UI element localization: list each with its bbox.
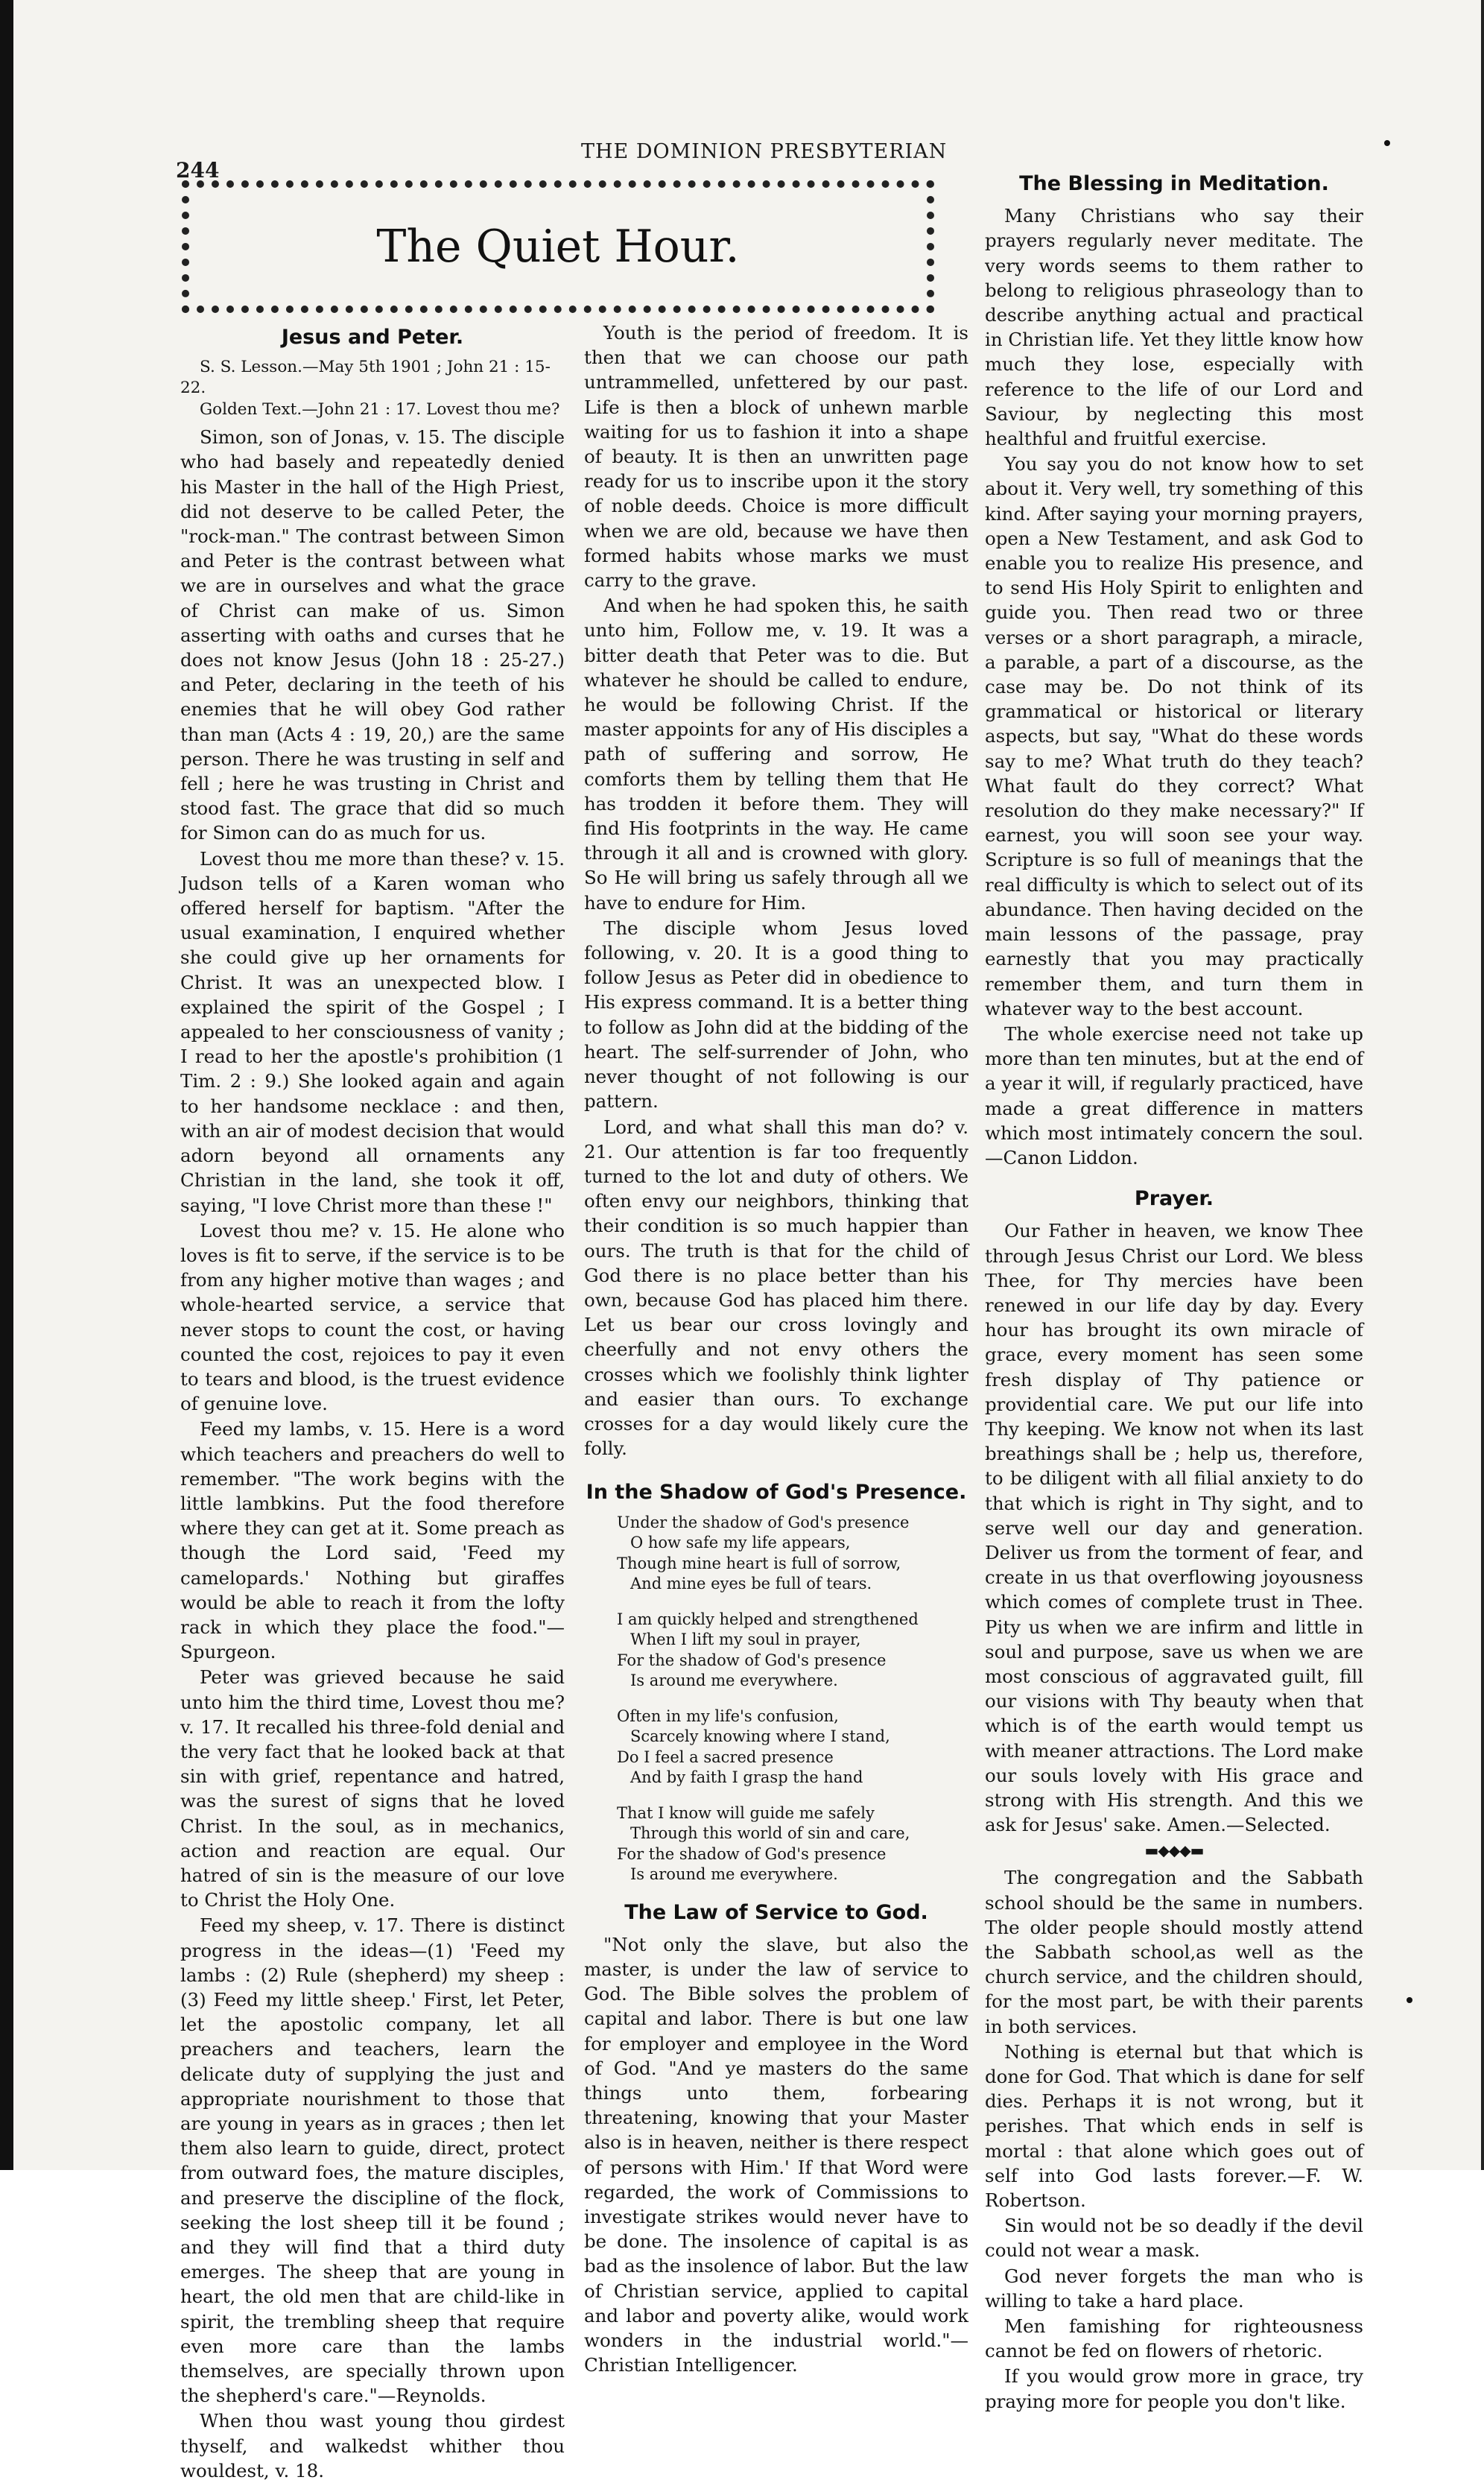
paragraph: "Not only the slave, but also the master, is under the law of service to God. The Bible solves the problem of capital and labor. There is but one law for employer and employee in the Word of God. "And ye masters do the same things unto them, forbearing threatening, knowing that your Master also is in heaven, neither is there respect of persons with Him.' If that Word were regarded, the work of Commissions to investigate strikes would never have to be done. The insolence of capital is as bad as the insolence of labor. But the law of Christian service, applied to capital and labor and poverty alike, would work wonders in the industrial world."—Christian Intelligencer.	[584, 1933, 968, 2376]
poem-line: For the shadow of God's presence	[617, 1844, 887, 1863]
poem-line: O how safe my life appears,	[630, 1534, 851, 1552]
blessing-body	[985, 203, 1363, 1170]
paragraph: Peter was grieved because he said unto him the third time, Lovest thou me? v. 17. It recalled his three-fold denial and the very fact that he looked back at that sin with grief, repentance and hatred, was the surest of signs that he loved Christ. In the soul, as in mechanics, action and reaction are equal. Our hatred of sin is the measure of our love to Christ the Holy One.	[180, 1666, 565, 1911]
poem-line: Is around me everywhere.	[630, 1865, 838, 1884]
article-title-shadow: In the Shadow of God's Presence.	[586, 1481, 967, 1505]
paragraph: The congregation and the Sabbath school should be the same in numbers. The older people should mostly attend the Sabbath school,as well as the church service, and the children should, for the most part, be with their parents in both services.	[985, 1867, 1363, 2037]
jesus-and-peter-continued	[584, 320, 968, 1461]
poem-line: Do I feel a sacred presence	[617, 1747, 834, 1766]
jesus-and-peter-body	[180, 425, 565, 2483]
scan-edge-right	[1481, 0, 1484, 2170]
article-title-prayer: Prayer.	[1134, 1187, 1214, 1211]
scan-speck	[1384, 140, 1390, 146]
poem-line: That I know will guide me safely	[617, 1803, 875, 1822]
paragraph: Youth is the period of freedom. It is then that we can choose our path untrammelled, unfettered by our past. Life is then a block of unhewn marble waiting for us to fashion it into a shape of beauty. It is then an unwritten page ready for us to inscribe upon it the story of noble deeds. Choice is more difficult when we are old, because we have then formed habits whose marks we must carry to the grave.	[584, 322, 968, 592]
golden-text: Golden Text.—John 21 : 17. Lovest thou me?	[200, 400, 560, 420]
poem-line: And mine eyes be full of tears.	[630, 1575, 872, 1593]
paragraph: Lovest thou me? v. 15. He alone who loves is fit to serve, if the service is to be from any higher motive than wages ; and whole-hearted service, a service that never stops to count the cost, or having counted the cost, rejoices to pay it even to tears and blood, is the truest evidence of genuine love.	[180, 1219, 565, 1415]
page-number: 244	[176, 158, 220, 183]
article-title-jesus-and-peter: Jesus and Peter.	[281, 326, 464, 349]
paragraph: And when he had spoken this, he saith unto him, Follow me, v. 19. It was a bitter death that Peter was to die. But whatever he should be called to endure, he would be following Christ. If the master appoints for any of His disciples a path of suffering and sorrow, He comforts them by telling them that He has trodden it before them. They will find His footprints in the way. He came through it all and is crowned with glory. So He will bring us safely through all we have to endure for Him.	[584, 595, 968, 914]
poem-shadow	[617, 1513, 968, 1885]
poem-line: Under the shadow of God's presence	[617, 1513, 910, 1531]
paragraph: Feed my sheep, v. 17. There is distinct progress in the ideas—(1) 'Feed my lambs : (2) Rule (shepherd) my sheep : (3) Feed my little sheep.' First, let Peter, let the apostolic company, let all preachers and teachers, learn the delicate duty of supplying the just and appropriate nourishment to those that are young in years as in graces ; then let them also learn to guide, direct, protect from outward foes, the mature disciples, and preserve the discipline of the flock, seeking the lost sheep till it be found ; and they will find that a third duty emerges. The sheep that are young in heart, the old men that are child-like in spirit, the trembling sheep that require even more care than the lambs themselves, are specially thrown upon the shepherd's care."—Reynolds.	[180, 1914, 565, 2407]
column-3	[985, 167, 1363, 2414]
poem-stanza	[617, 1610, 968, 1692]
paragraph: Our Father in heaven, we know Thee through Jesus Christ our Lord. We bless Thee, for Thy mercies have been renewed in our life day by day. Every hour has brought its own miracle of grace, every moment has seen some fresh display of Thy patience or providential care. We put our life into Thy keeping. We know not when its last breathings shall be ; help us, therefore, to be diligent with all filial anxiety to do that which is right in Thy sight, and to serve well our day and generation. Deliver us from the torment of fear, and create in us that overflowing joyousness which comes of complete trust in Thee. Pity us when we are infirm and little in soul and purpose, save us when we are most conscious of aggravated guilt, fill our visions with Thy beauty when that which is of the earth would tempt us with meaner attractions. The Lord make our souls lovely with His grace and strong with His strength. And this we ask for Jesus' sake. Amen.—Selected.	[985, 1220, 1363, 1836]
poem-line: I am quickly helped and strengthened	[617, 1610, 919, 1628]
paragraph: Sin would not be so deadly if the devil could not wear a mask.	[985, 2215, 1363, 2262]
poem-line: Though mine heart is full of sorrow,	[617, 1554, 901, 1572]
paragraph: The disciple whom Jesus loved following, v. 20. It is a good thing to follow Jesus as Peter did in obedience to His express command. It is a better thing to follow as John did at the bidding of the heart. The self-surrender of John, who never thought of not following is our pattern.	[584, 917, 968, 1113]
column-1	[180, 320, 565, 2483]
article-title-law-of-service: The Law of Service to God.	[624, 1900, 928, 1924]
poem-line: For the shadow of God's presence	[617, 1651, 887, 1669]
scan-edge-left	[0, 0, 13, 2170]
paragraph: When thou wast young thou girdest thyself, and walkedst whither thou wouldest, v. 18.	[180, 2410, 565, 2482]
paragraph: God never forgets the man who is willing to take a hard place.	[985, 2265, 1363, 2312]
article-title-blessing: The Blessing in Meditation.	[1019, 172, 1329, 195]
paragraph: You say you do not know how to set about it. Very well, try something of this kind. After saying your morning prayers, open a New Testament, and ask God to enable you to realize His presence, and to send His Holy Spirit to enlighten and guide you. Then read two or three verses or a short paragraph, a miracle, a parable, a part of a discourse, as the case may be. Do not think of its grammatical or historical or literary aspects, but say, "What do these words say to me? What truth do they teach? What fault do they correct? What resolution do they make necessary?" If earnest, you will soon see your way. Scripture is so full of meanings that the real difficulty is which to select out of its abundance. Then having decided on the main lessons of the passage, pray earnestly that you may practically remember them, and turn them in whatever way to the best account.	[985, 453, 1363, 1019]
poem-line: Through this world of sin and care,	[630, 1824, 910, 1843]
paragraph: The whole exercise need not take up more than ten minutes, but at the end of a year it will, if regularly practiced, have made a great difference in matters which most intimately concern the soul.—Canon Liddon.	[985, 1022, 1363, 1168]
paragraph: Men famishing for righteousness cannot be fed on flowers of rhetoric.	[985, 2315, 1363, 2362]
poem-stanza	[617, 1707, 968, 1788]
poem-line: When I lift my soul in prayer,	[630, 1630, 861, 1649]
law-of-service-body	[584, 1932, 968, 2378]
poem-line: Scarcely knowing where I stand,	[630, 1727, 890, 1746]
poem-line: Often in my life's confusion,	[617, 1707, 839, 1725]
paragraph: Lord, and what shall this man do? v. 21. Our attention is far too frequently turned to the lot and duty of others. We often envy our neighbors, thinking that their condition is so much happier than ours. The truth is that for the child of God there is no place better than his own, because God has placed him there. Let us bear our cross lovingly and cheerfully and not envy others the crosses which we foolishly think lighter and easier than ours. To exchange crosses for a day would likely cure the folly.	[584, 1116, 968, 1460]
paragraph: Nothing is eternal but that which is done for God. That which is dane for self dies. Perhaps it is not wrong, but it perishes. That which ends in self is mortal : that alone which goes out of self into God lasts forever.—F. W. Robertson.	[985, 2040, 1363, 2212]
paragraph: Simon, son of Jonas, v. 15. The disciple who had basely and repeatedly denied his Master in the hall of the High Priest, did not deserve to be called Peter, the "rock-man." The contrast between Simon and Peter is the contrast between what we are in ourselves and what the grace of Christ can make of us. Simon asserting with oaths and curses that he does not know Jesus (John 18 : 25-27.) and Peter, declaring in the teeth of his enemies that he will obey God rather than man (Acts 4 : 19, 20,) are the same person. There he was trusting in self and fell ; here he was trusting in Christ and stood fast. The grace that did so much for Simon can do as much for us.	[180, 426, 565, 844]
section-divider-ornament: ▬◆◆◆▬	[1144, 1841, 1204, 1860]
poem-stanza	[617, 1513, 968, 1595]
poem-stanza	[617, 1803, 968, 1885]
running-head: THE DOMINION PRESBYTERIAN	[581, 140, 948, 163]
scan-speck	[1407, 1997, 1412, 2003]
section-banner	[182, 180, 934, 313]
paragraph: If you would grow more in grace, try praying more for people you don't like.	[985, 2365, 1363, 2412]
column-2	[584, 320, 968, 2377]
poem-line: Is around me everywhere.	[630, 1671, 838, 1690]
poem-line: And by faith I grasp the hand	[630, 1768, 863, 1787]
paragraph: Many Christians who say their prayers regularly never meditate. The very words seems to them rather to belong to religious phraseology than to describe anything actual and practical in Christian life. Yet they little know how much they lose, especially with reference to the life of our Lord and Saviour, by neglecting this most healthful and fruitful exercise.	[985, 205, 1363, 450]
paragraph: Feed my lambs, v. 15. Here is a word which teachers and preachers do well to remember. "The work begins with the little lambkins. Put the food therefore where they can get at it. Some preach as though the Lord said, 'Feed my camelopards.' Nothing but giraffes would be able to reach it from the lofty rack in which they place the food."—Spurgeon.	[180, 1418, 565, 1663]
lesson-reference: S. S. Lesson.—May 5th 1901 ; John 21 : 15-22.	[180, 358, 551, 398]
paragraph: Lovest thou me more than these? v. 15. Judson tells of a Karen woman who offered herself for baptism. "After the usual examination, I enquired whether she could give up her ornaments for Christ. It was an unexpected blow. I explained the spirit of the Gospel ; I appealed to her consciousness of vanity ; I read to her the apostle's prohibition (1 Tim. 2 : 9.) She looked again and again to her handsome necklace : and then, with an air of modest decision that would adorn beyond all ornaments any Christian in the land, she took it off, saying, "I love Christ more than these !"	[180, 847, 565, 1216]
banner-title: The Quiet Hour.	[376, 221, 740, 273]
sayings-body	[985, 1865, 1363, 2413]
prayer-body	[985, 1218, 1363, 1837]
